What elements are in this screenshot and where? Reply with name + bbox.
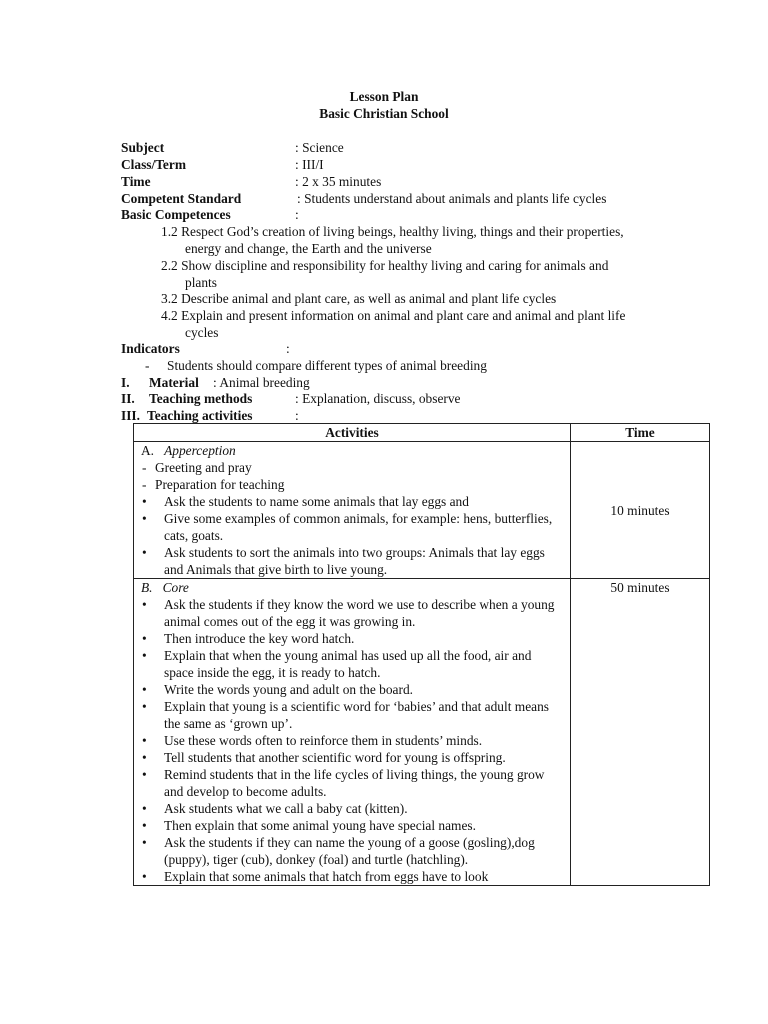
list-item: • Then explain that some animal young have special names. — [141, 817, 564, 834]
info-row-competent-standard — [121, 190, 241, 207]
section-teaching-activities — [121, 407, 140, 424]
competence-item: 1.2 Respect God’s creation of living beings, healthy living, things and their properties, — [161, 224, 624, 239]
competence-item: 2.2 Show discipline and responsibility for healthy living and caring for animals and — [161, 258, 609, 273]
apperception-list — [141, 459, 564, 578]
info-row-basic-competences — [121, 206, 231, 223]
info-row-class-term — [121, 156, 186, 173]
section-label: Material — [149, 375, 199, 390]
list-item: • Ask the students if they know the word we use to describe when a young animal comes out of the egg it was growing in. — [141, 596, 564, 630]
section-number: III. — [121, 408, 140, 423]
section-number: I. — [121, 375, 130, 390]
section-number: II. — [121, 391, 135, 406]
table-row — [134, 579, 710, 886]
activities-table — [133, 423, 710, 886]
core-title: Core — [162, 580, 189, 595]
list-item: • Ask the students to name some animals that lay eggs and — [141, 493, 564, 510]
core-time: 50 minutes — [571, 579, 710, 886]
indicators-heading — [121, 340, 180, 357]
competence-item-continued: plants — [185, 275, 217, 290]
list-item: • Ask students what we call a baby cat (kitten). — [141, 800, 564, 817]
column-header-activities: Activities — [134, 424, 571, 442]
core-heading — [141, 579, 564, 596]
competence-item-continued: cycles — [185, 325, 219, 340]
table-row — [134, 442, 710, 579]
apperception-heading — [141, 442, 564, 459]
column-header-time: Time — [571, 424, 710, 442]
list-item: • Ask the students if they can name the young of a goose (gosling),dog (puppy), tiger (cub), donkey (foal) and turtle (hatchling). — [141, 834, 564, 868]
info-label: Time — [121, 174, 151, 189]
core-cell — [134, 579, 571, 886]
section-label: Teaching methods — [149, 391, 253, 406]
info-value: : Science — [295, 140, 344, 155]
info-row-subject — [121, 139, 164, 156]
section-label: Teaching activities — [147, 408, 253, 423]
list-item: • Then introduce the key word hatch. — [141, 630, 564, 647]
indicators-colon: : — [286, 341, 290, 356]
info-label: Competent Standard — [121, 191, 242, 206]
competence-item: 4.2 Explain and present information on animal and plant care and animal and plant life — [161, 308, 626, 323]
info-value: : III/I — [295, 157, 324, 172]
list-item: • Explain that young is a scientific word for ‘babies’ and that adult means the same as ‘grown up’. — [141, 698, 564, 732]
indicator-dash: - — [145, 358, 150, 373]
info-value: : Students understand about animals and plants life cycles — [297, 191, 607, 206]
section-value: : — [295, 408, 299, 423]
list-item: • Write the words young and adult on the board. — [141, 681, 564, 698]
list-item: • Ask students to sort the animals into two groups: Animals that lay eggs and Animals that give birth to live young. — [141, 544, 564, 578]
competence-item: 3.2 Describe animal and plant care, as well as animal and plant life cycles — [161, 291, 557, 306]
core-list — [141, 596, 564, 885]
section-material — [121, 374, 130, 391]
info-label: Subject — [121, 140, 165, 155]
section-value: : Animal breeding — [213, 375, 310, 390]
apperception-cell — [134, 442, 571, 579]
indicators-label: Indicators — [121, 341, 180, 356]
table-header-row — [134, 424, 710, 442]
list-item: - Preparation for teaching — [141, 476, 564, 493]
list-item: • Tell students that another scientific word for young is offspring. — [141, 749, 564, 766]
section-letter: B. — [141, 580, 153, 595]
apperception-time: 10 minutes — [571, 442, 710, 579]
apperception-title: Apperception — [164, 443, 236, 458]
info-value: : — [295, 207, 299, 222]
list-item: • Use these words often to reinforce them in students’ minds. — [141, 732, 564, 749]
info-label: Class/Term — [121, 157, 186, 172]
list-item: • Remind students that in the life cycles of living things, the young grow and develop to become adults. — [141, 766, 564, 800]
list-item: - Greeting and pray — [141, 459, 564, 476]
document-title: Lesson Plan — [349, 89, 419, 104]
section-teaching-methods — [121, 390, 135, 407]
indicator-item: Students should compare different types of animal breeding — [167, 358, 487, 373]
info-value: : 2 x 35 minutes — [295, 174, 382, 189]
list-item: • Give some examples of common animals, for example: hens, butterflies, cats, goats. — [141, 510, 564, 544]
info-label: Basic Competences — [121, 207, 231, 222]
school-name: Basic Christian School — [319, 106, 449, 121]
list-item: • Explain that some animals that hatch from eggs have to look — [141, 868, 564, 885]
list-item: • Explain that when the young animal has used up all the food, air and space inside the egg, it is ready to hatch. — [141, 647, 564, 681]
section-letter: A. — [141, 443, 155, 458]
section-value: : Explanation, discuss, observe — [295, 391, 461, 406]
competence-item-continued: energy and change, the Earth and the universe — [185, 241, 432, 256]
info-row-time — [121, 173, 151, 190]
